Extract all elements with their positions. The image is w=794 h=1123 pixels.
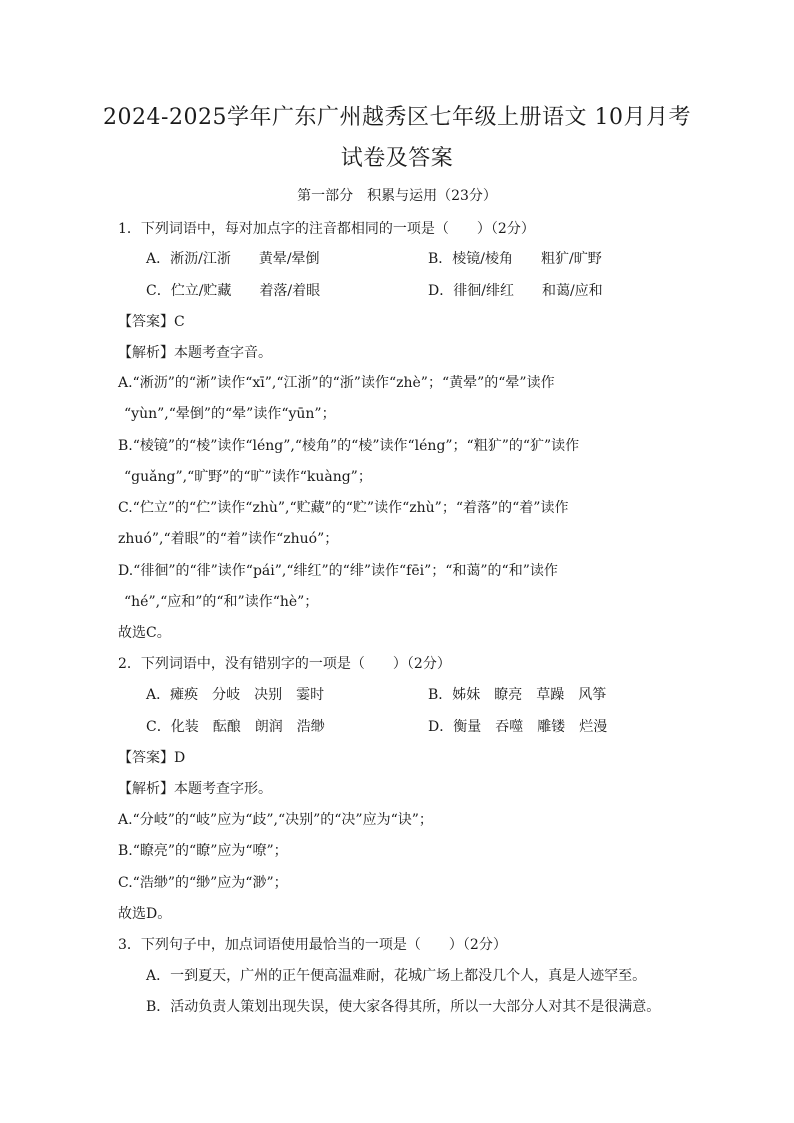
q2-stem: 2．下列词语中，没有错别字的一项是（ ）（2分） (118, 656, 451, 672)
q1-analysis-a-line-2: “yùn”,“晕倒”的“晕”读作“yūn”； (124, 406, 336, 422)
q1-analysis-d-line-1: D.“徘徊”的“徘”读作“pái”,“绯红”的“绯”读作“fēi”；“和蔼”的“和”读作 (118, 563, 558, 579)
page-title-line-2: 试卷及答案 (340, 146, 454, 171)
q1-answer: 【答案】C (118, 314, 185, 330)
q1-option-b: B．棱镜/棱角 粗犷/旷野 (428, 251, 602, 267)
q1-conclusion: 故选C。 (118, 625, 171, 641)
q3-option-b: B．活动负责人策划出现失误，使大家各得其所，所以一大部分人对其不是很满意。 (146, 999, 661, 1015)
q2-analysis-b: B.“瞭亮”的“瞭”应为“嘹”； (118, 843, 288, 859)
q1-option-a: A．淅沥/江浙 黄晕/晕倒 (146, 251, 320, 267)
q2-answer: 【答案】D (118, 750, 186, 766)
q1-stem: 1．下列词语中，每对加点字的注音都相同的一项是（ ）（2分） (118, 221, 535, 237)
page-title-line-1: 2024-2025学年广东广州越秀区七年级上册语文 10月月考 (103, 105, 691, 130)
q3-stem: 3．下列句子中，加点词语使用最恰当的一项是（ ）（2分） (118, 937, 507, 953)
q2-analysis-c: C.“浩缈”的“缈”应为“渺”； (118, 875, 288, 891)
q2-analysis: 【解析】本题考查字形。 (118, 781, 272, 797)
q1-analysis-b-line-2: “guǎng”,“旷野”的“旷”读作“kuàng”； (124, 469, 372, 485)
q2-analysis-a: A.“分岐”的“岐”应为“歧”,“决别”的“决”应为“诀”； (118, 812, 433, 828)
q1-analysis-d-line-2: “hé”,“应和”的“和”读作“hè”； (124, 594, 319, 610)
q1-option-c: C．伫立/贮藏 着落/着眼 (146, 283, 321, 299)
q1-analysis-c-line-2: zhuó”,“着眼”的“着”读作“zhuó”； (118, 531, 339, 547)
q1-option-d: D．徘徊/绯红 和蔼/应和 (428, 283, 603, 299)
q2-option-a: A．瘫痪 分岐 决别 霎时 (146, 687, 325, 703)
q2-option-b: B．姊妹 瞭亮 草躁 风筝 (428, 687, 607, 703)
q3-option-a: A．一到夏天，广州的正午便高温难耐，花城广场上都没几个人，真是人迹罕至。 (146, 968, 647, 984)
q1-analysis-b-line-1: B.“棱镜”的“棱”读作“léng”,“棱角”的“棱”读作“léng”；“粗犷”的“犷”读作 (118, 438, 580, 454)
q1-analysis-c-line-1: C.“伫立”的“伫”读作“zhù”,“贮藏”的“贮”读作“zhù”；“着落”的“着”读作 (118, 500, 569, 516)
q1-analysis: 【解析】本题考查字音。 (118, 345, 272, 361)
section-heading: 第一部分 积累与运用（23分） (297, 188, 497, 204)
q1-analysis-a-line-1: A.“淅沥”的“淅”读作“xī”,“江浙”的“浙”读作“zhè”；“黄晕”的“晕”读作 (118, 375, 555, 391)
q2-conclusion: 故选D。 (118, 906, 172, 922)
q2-option-d: D．衡量 吞噬 雕镂 烂漫 (428, 719, 608, 735)
q2-option-c: C．化装 酝酿 朗润 浩缈 (146, 719, 325, 735)
